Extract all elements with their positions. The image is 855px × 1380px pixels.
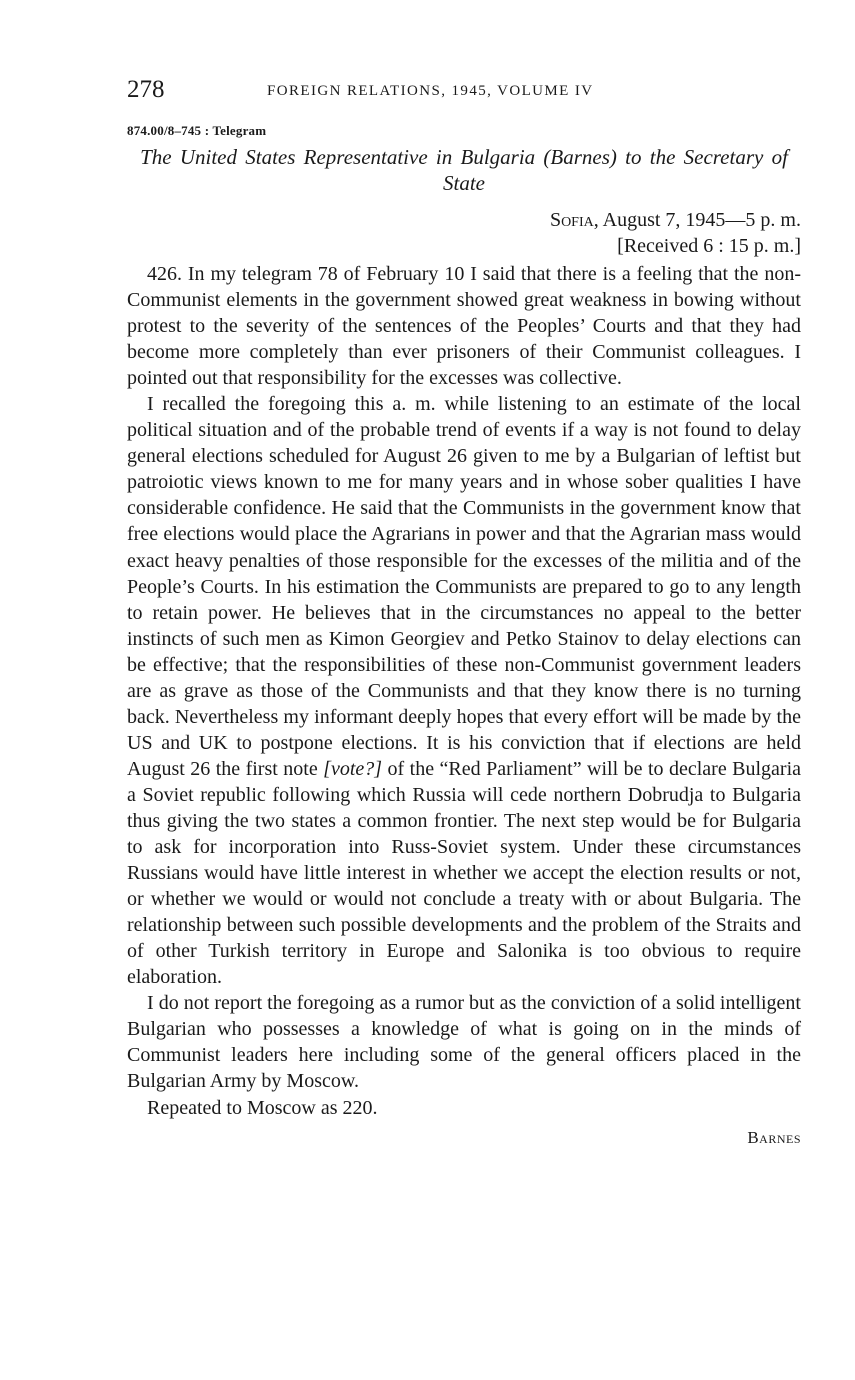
signature: Barnes — [747, 1127, 801, 1147]
running-head — [127, 74, 801, 106]
running-title: FOREIGN RELATIONS, 1945, VOLUME IV — [267, 83, 594, 99]
paragraph-2 — [127, 391, 801, 990]
paragraph-3: I do not report the foregoing as a rumor but as the conviction of a solid intelligent Bulgarian who possesses a knowledge of what is going on in the minds of Communist leaders here including some of the general officers placed in the Bulgarian Army by Moscow. — [127, 992, 801, 1093]
dateline-date: , August 7, 1945—5 p. m. — [593, 209, 801, 231]
file-reference: 874.00/8–745 : Telegram — [127, 123, 267, 138]
paragraph-2-text-a: I recalled the foregoing this a. m. while listening to an estimate of the local political situation and of the probable trend of events if a way is not found to delay general elections scheduled for August 26 given to me by a Bulgarian of leftist but patroiotic views known to me for many years and in whose sober qualities I have considerable confidence. He said that the Communists in the government know that free elections would place the Agrarians in power and that the Agrarian mass would exact heavy penalties of those responsible for the excesses of the militia and of the People’s Courts. In his estimation the Communists are prepared to go to any length to retain power. He believes that in the circumstances no appeal to the better instincts of such men as Kimon Georgiev and Petko Stainov to delay elections can be effective; that the responsibilities of these non-Communist government leaders are as grave as those of the Communists and that they know there is no turning back. Nevertheless my informant deeply hopes that every effort will be made by the US and UK to postpone elections. It is his conviction that if elections are held August 26 the first note — [127, 393, 801, 780]
document-page — [127, 74, 801, 1150]
paragraph-2-text-b: of the “Red Parliament” will be to declare Bulgaria a Soviet republic following which Russia will cede northern Dobrudja to Bulgaria thus giving the two states a common frontier. The next step would be for Bulgaria to ask for incorporation into Russ-Soviet system. Under these circumstances Russians would have little interest in whether we accept the election results or not, or whether we would or would not conclude a treaty with or about Bulgaria. The relationship between such possible developments and the problem of the Straits and of other Turkish territory in Europe and Salonika is too obvious to require elaboration. — [127, 757, 802, 989]
dateline — [127, 207, 801, 233]
paragraph-4: Repeated to Moscow as 220. — [147, 1096, 378, 1119]
dateline-place: Sofia — [549, 209, 594, 231]
paragraph-1: 426. In my telegram 78 of February 10 I said that there is a feeling that the non-Communist elements in the government showed great weakness in bowing without protest to the severity of the sentences of the Peoples’ Courts and that they had become more completely than ever prisoners of their Communist colleagues. I pointed out that responsibility for the excesses was collective. — [127, 263, 801, 390]
telegram-body — [127, 261, 801, 1121]
document-title: The United States Representative in Bulgaria (Barnes) to the Secretary of State — [140, 145, 788, 195]
received-time: [Received 6 : 15 p. m.] — [617, 235, 801, 257]
editorial-insert: [vote?] — [323, 757, 383, 780]
page-number: 278 — [127, 76, 165, 103]
